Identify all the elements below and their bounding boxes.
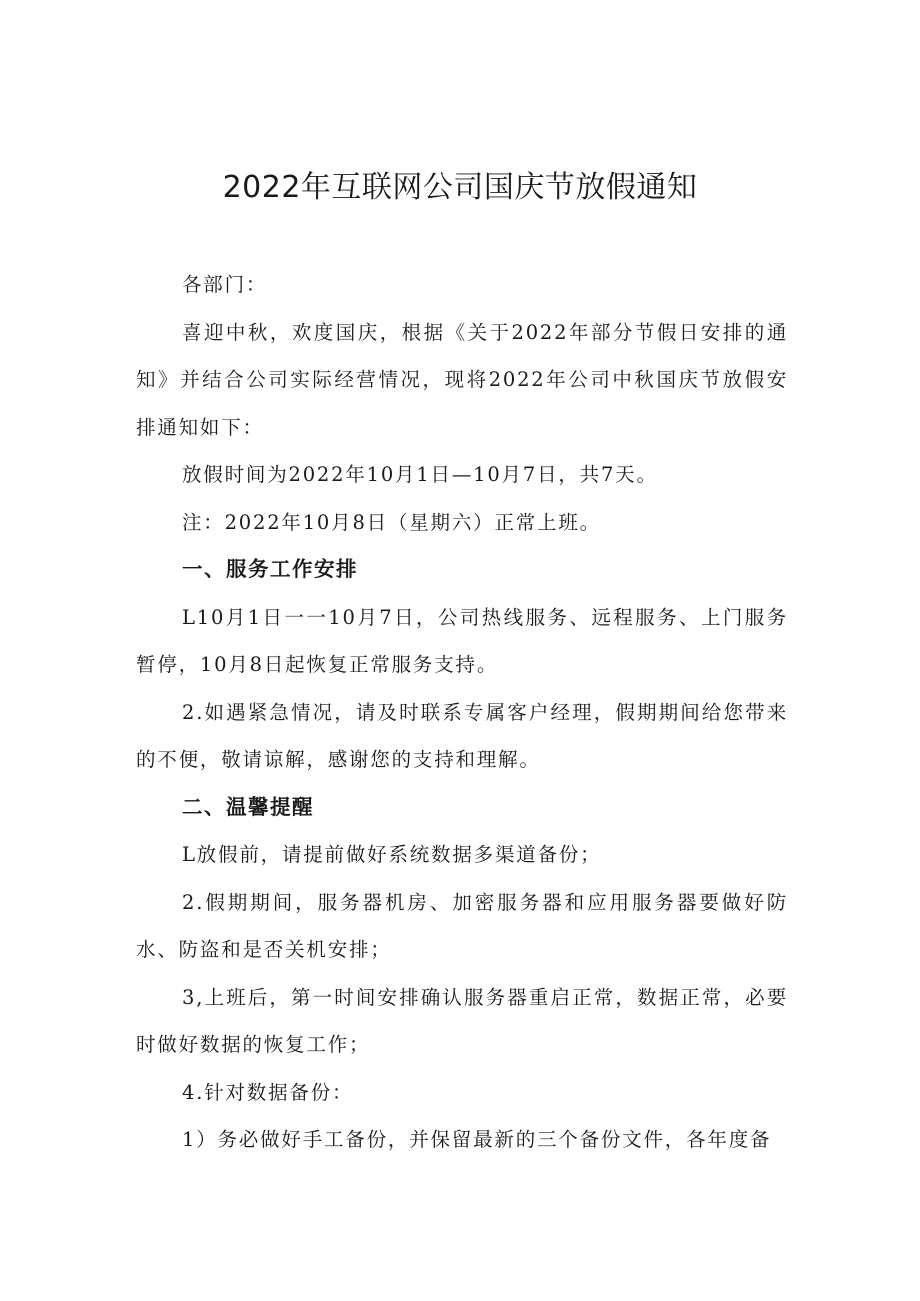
section1-item-2: 2.如遇紧急情况，请及时联系专属客户经理，假期期间给您带来的不便，敬请谅解，感谢您的支持和理解。 — [136, 700, 788, 771]
section1-item-1: L10月1日一一10月7日，公司热线服务、远程服务、上门服务暂停，10月8日起恢复正常服务支持。 — [136, 605, 788, 676]
note-paragraph: 注：2022年10月8日（星期六）正常上班。 — [182, 510, 601, 534]
salutation: 各部门： — [182, 273, 268, 296]
section2-item-4: 4.针对数据备份： — [182, 1080, 354, 1104]
holiday-period: 放假时间为2022年10月1日—10月7日，共7天。 — [182, 463, 658, 486]
section2-heading: 二、温馨提醒 — [182, 794, 314, 819]
document-title: 2022年互联网公司国庆节放假通知 — [222, 170, 698, 205]
section1-heading: 一、服务工作安排 — [182, 557, 358, 581]
section2-subitem-1: 1）务必做好手工备份，并保留最新的三个备份文件，各年度备 — [182, 1128, 772, 1151]
document-body — [136, 261, 788, 1164]
section2-item-1: L放假前，请提前做好系统数据多渠道备份； — [182, 843, 602, 866]
section2-item-3: 3,上班后，第一时间安排确认服务器重启正常，数据正常，必要时做好数据的恢复工作； — [136, 985, 788, 1056]
section2-item-2: 2.假期期间，服务器机房、加密服务器和应用服务器要做好防水、防盗和是否关机安排； — [136, 890, 788, 961]
intro-paragraph: 喜迎中秋，欢度国庆，根据《关于2022年部分节假日安排的通知》并结合公司实际经营情况，现将2022年公司中秋国庆节放假安排通知如下： — [136, 320, 788, 439]
